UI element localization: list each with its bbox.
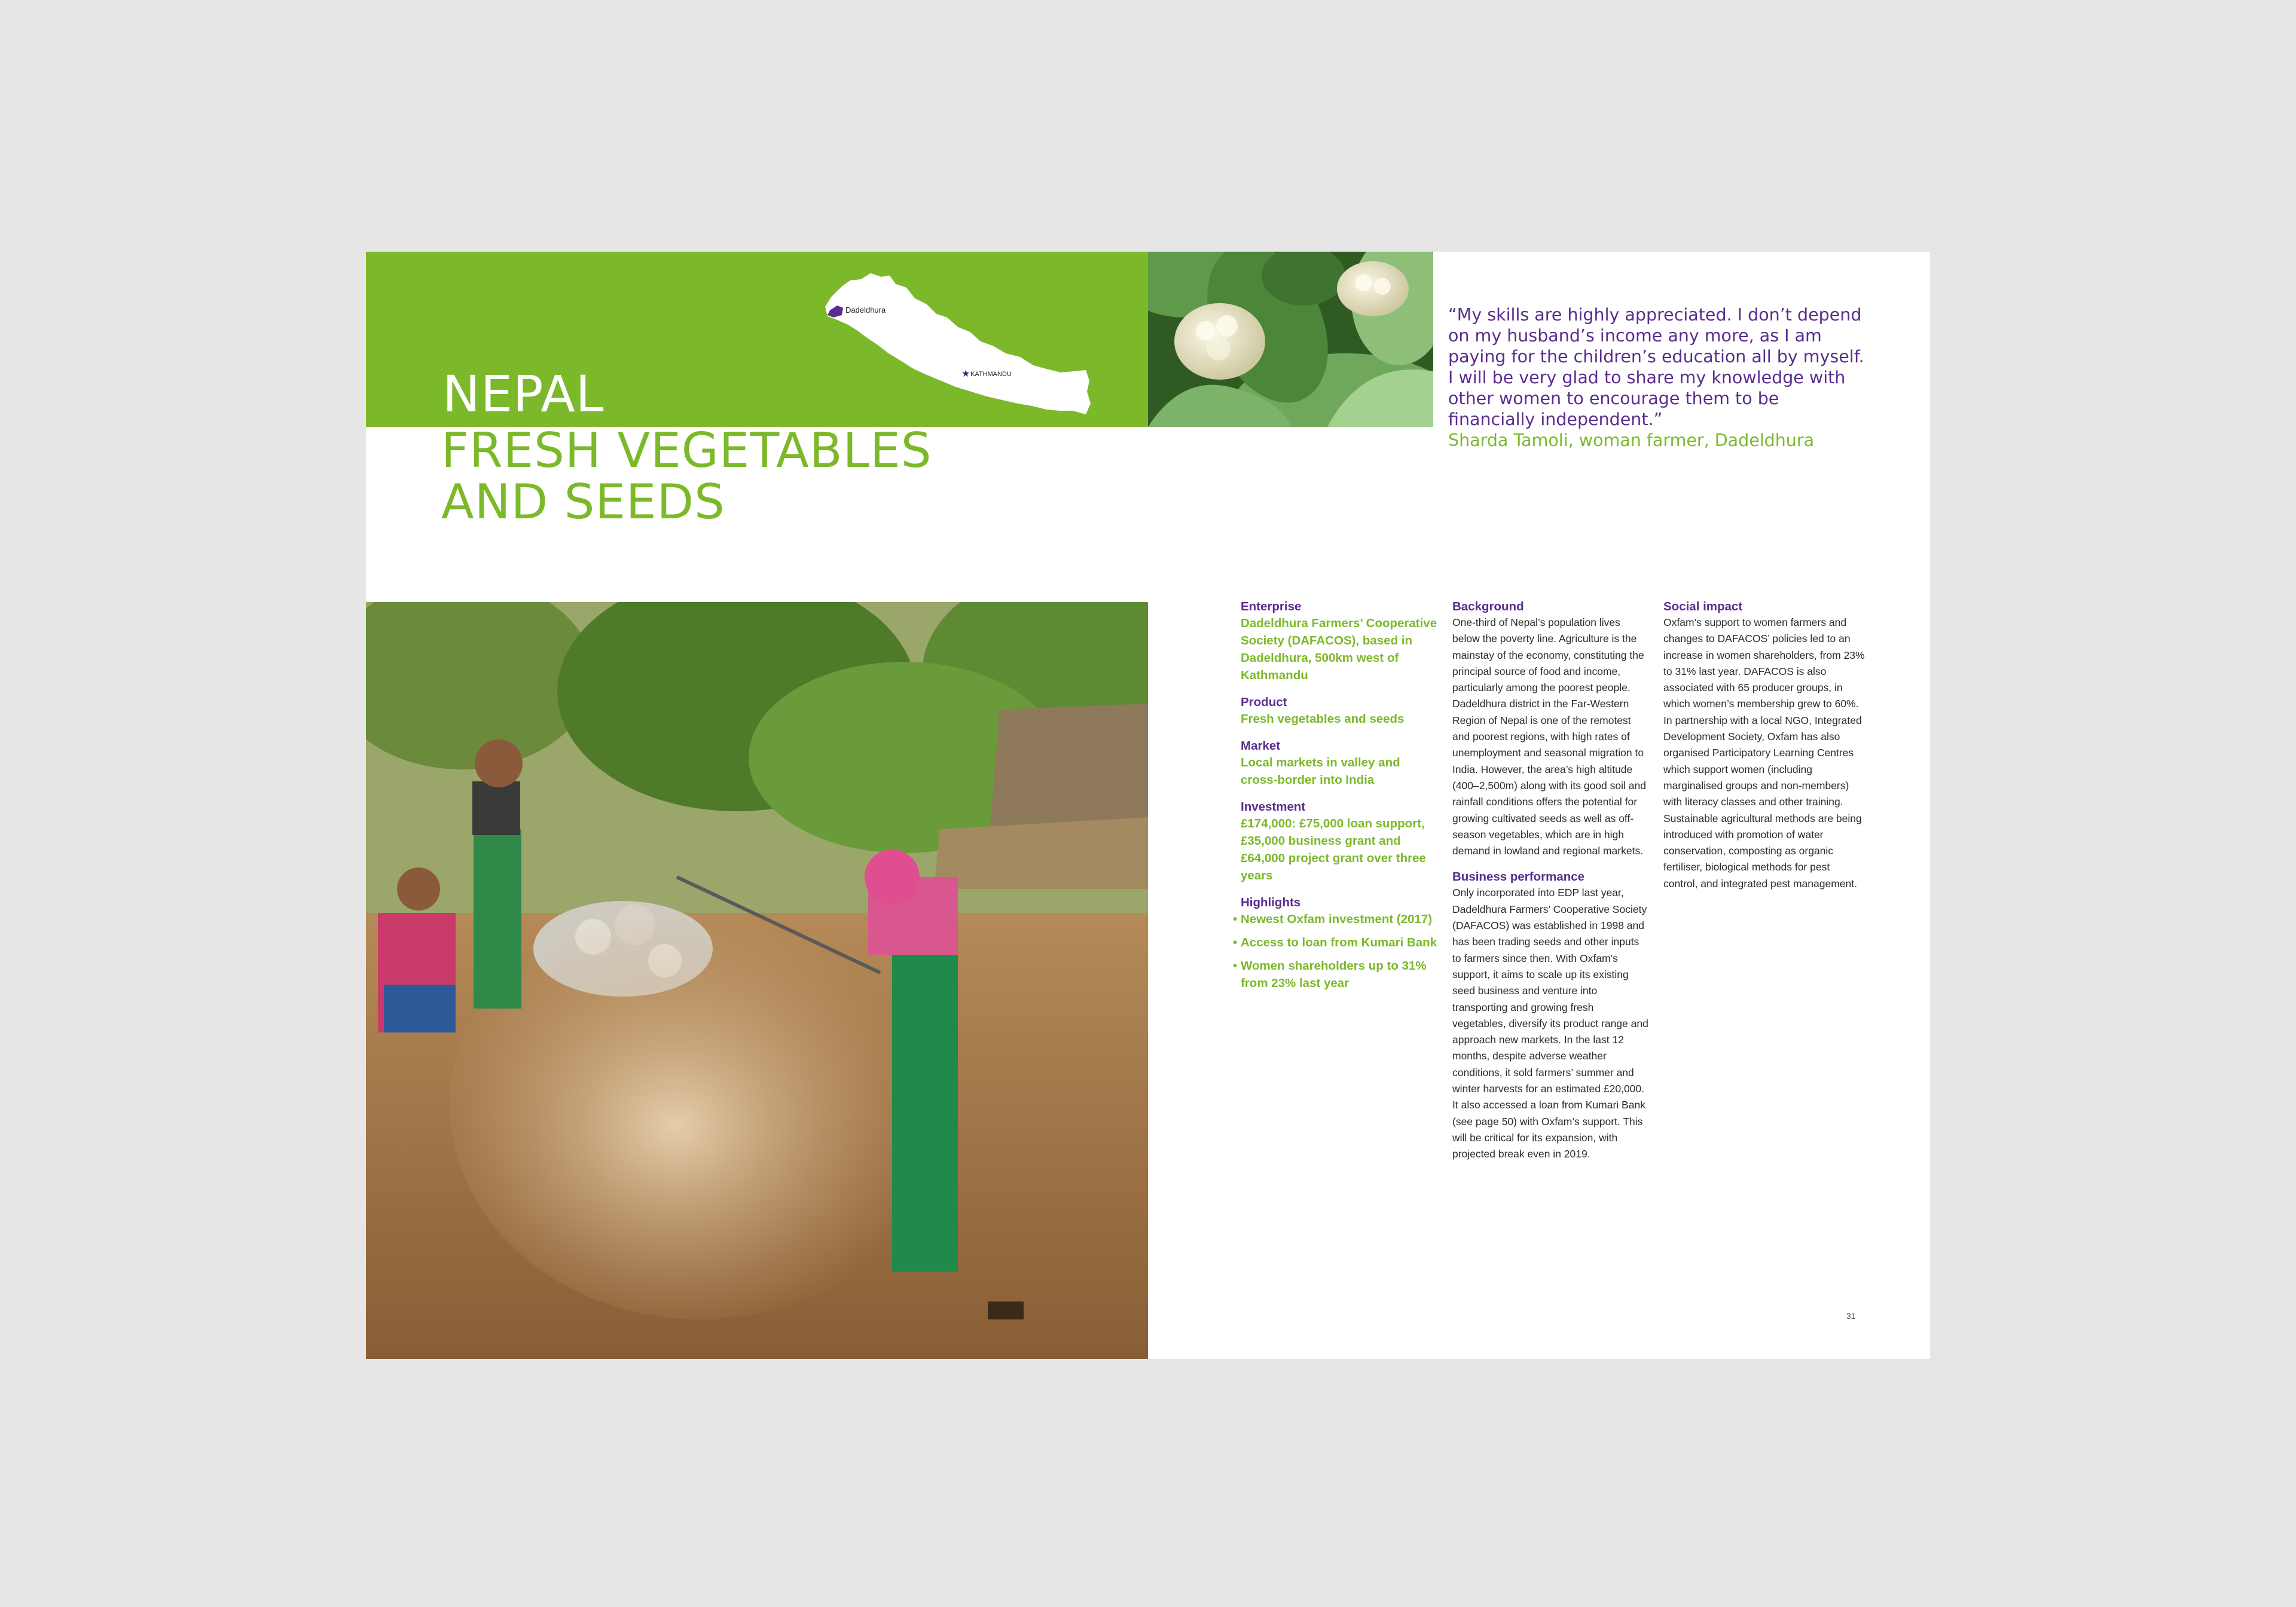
background-text: One-third of Nepal’s population lives below the poverty line. Agriculture is the mainstay of the economy, constituting the principal source of food and income, particularly among the poorest people. Dadeldhura district in the Far-Western Region of Nepal is one of the remotest and poorest regions, with high rates of unemployment and seasonal migration to India. However, the area’s high altitude (400–2,500m) along with its good soil and rainfall conditions offers the potential for growing cultivated seeds as well as off-season vegetables, which are in high demand in lowland and regional markets. (1452, 616, 1646, 857)
product-heading: Product (1241, 695, 1287, 709)
cauliflower-photo (1148, 252, 1433, 427)
business-heading: Business performance (1452, 870, 1585, 884)
background-heading: Background (1452, 600, 1524, 613)
highlight-item: • Newest Oxfam investment (2017) (1241, 911, 1438, 928)
background-column (1452, 598, 1650, 1172)
business-text: Only incorporated into EDP last year, Dadeldhura Farmers’ Cooperative Society (DAFACOS) was established in 1998 and has been trading seeds and other inputs to farmers since then. With Oxfam’s support, it aims to scale up its existing seed business and venture into transporting and growing fresh vegetables, diversify its product range and approach new markets. In the last 12 months, despite adverse weather conditions, it sold farmers’ summer and winter harvests for an estimated £20,000. It also accessed a loan from Kumari Bank (see page 50) with Oxfam’s support. This will be critical for its expansion, with projected break even in 2019. (1452, 887, 1648, 1160)
investment-text: £174,000: £75,000 loan support, £35,000 business grant and £64,000 project grant over three years (1241, 817, 1426, 882)
page-number: 31 (1846, 1311, 1856, 1321)
highlights-heading: Highlights (1241, 896, 1301, 909)
map-label-dadeldhura: Dadeldhura (845, 305, 886, 314)
enterprise-heading: Enterprise (1241, 600, 1302, 613)
investment-heading: Investment (1241, 800, 1306, 814)
product-text: Fresh vegetables and seeds (1241, 712, 1405, 726)
social-text: Oxfam’s support to women farmers and changes to DAFACOS’ policies led to an increase in women shareholders, from 23% to 31% last year. DAFACOS is also associated with 65 producer groups, in which women’s membership grew to 60%. In partnership with a local NGO, Integrated Development Society, Oxfam has also organised Participatory Learning Centres which support women (including marginalised groups and non-members) with literacy classes and other training. Sustainable agricultural methods are being introduced with promotion of water conservation, composting as organic fertiliser, biological methods for pest control, and integrated pest management. (1663, 616, 1865, 890)
enterprise-text: Dadeldhura Farmers’ Cooperative Society (DAFACOS), based in Dadeldhura, 500km west of Kathmandu (1241, 616, 1437, 682)
country-title: NEPAL (442, 365, 604, 423)
social-column (1663, 598, 1867, 902)
facts-column (1241, 598, 1438, 998)
highlights-list (1241, 911, 1438, 992)
women-farmers-photo (366, 602, 1148, 1359)
page-title (441, 425, 932, 528)
quote-text: “My skills are highly appreciated. I don’t depend on my husband’s income any more, as I am paying for the children’s education all by myself. I will be very glad to share my knowledge with other women to encourage them to be financially independent.” (1448, 305, 1864, 429)
nepal-map (819, 270, 1106, 419)
highlight-item: • Access to loan from Kumari Bank (1241, 934, 1438, 951)
title-line-2: AND SEEDS (441, 474, 725, 530)
header-band (366, 252, 1148, 427)
social-heading: Social impact (1663, 600, 1743, 613)
nepal-map-shape (825, 273, 1091, 414)
quote-attribution: Sharda Tamoli, woman farmer, Dadeldhura (1448, 430, 1815, 450)
market-heading: Market (1241, 739, 1281, 753)
map-label-kathmandu: KATHMANDU (970, 371, 1012, 378)
title-line-1: FRESH VEGETABLES (441, 423, 932, 478)
brochure-spread (366, 252, 1930, 1359)
highlight-item: • Women shareholders up to 31% from 23% last year (1241, 957, 1438, 992)
pull-quote (1448, 304, 1867, 451)
star-icon: ★ (961, 369, 970, 379)
market-text: Local markets in valley and cross-border into India (1241, 756, 1400, 787)
